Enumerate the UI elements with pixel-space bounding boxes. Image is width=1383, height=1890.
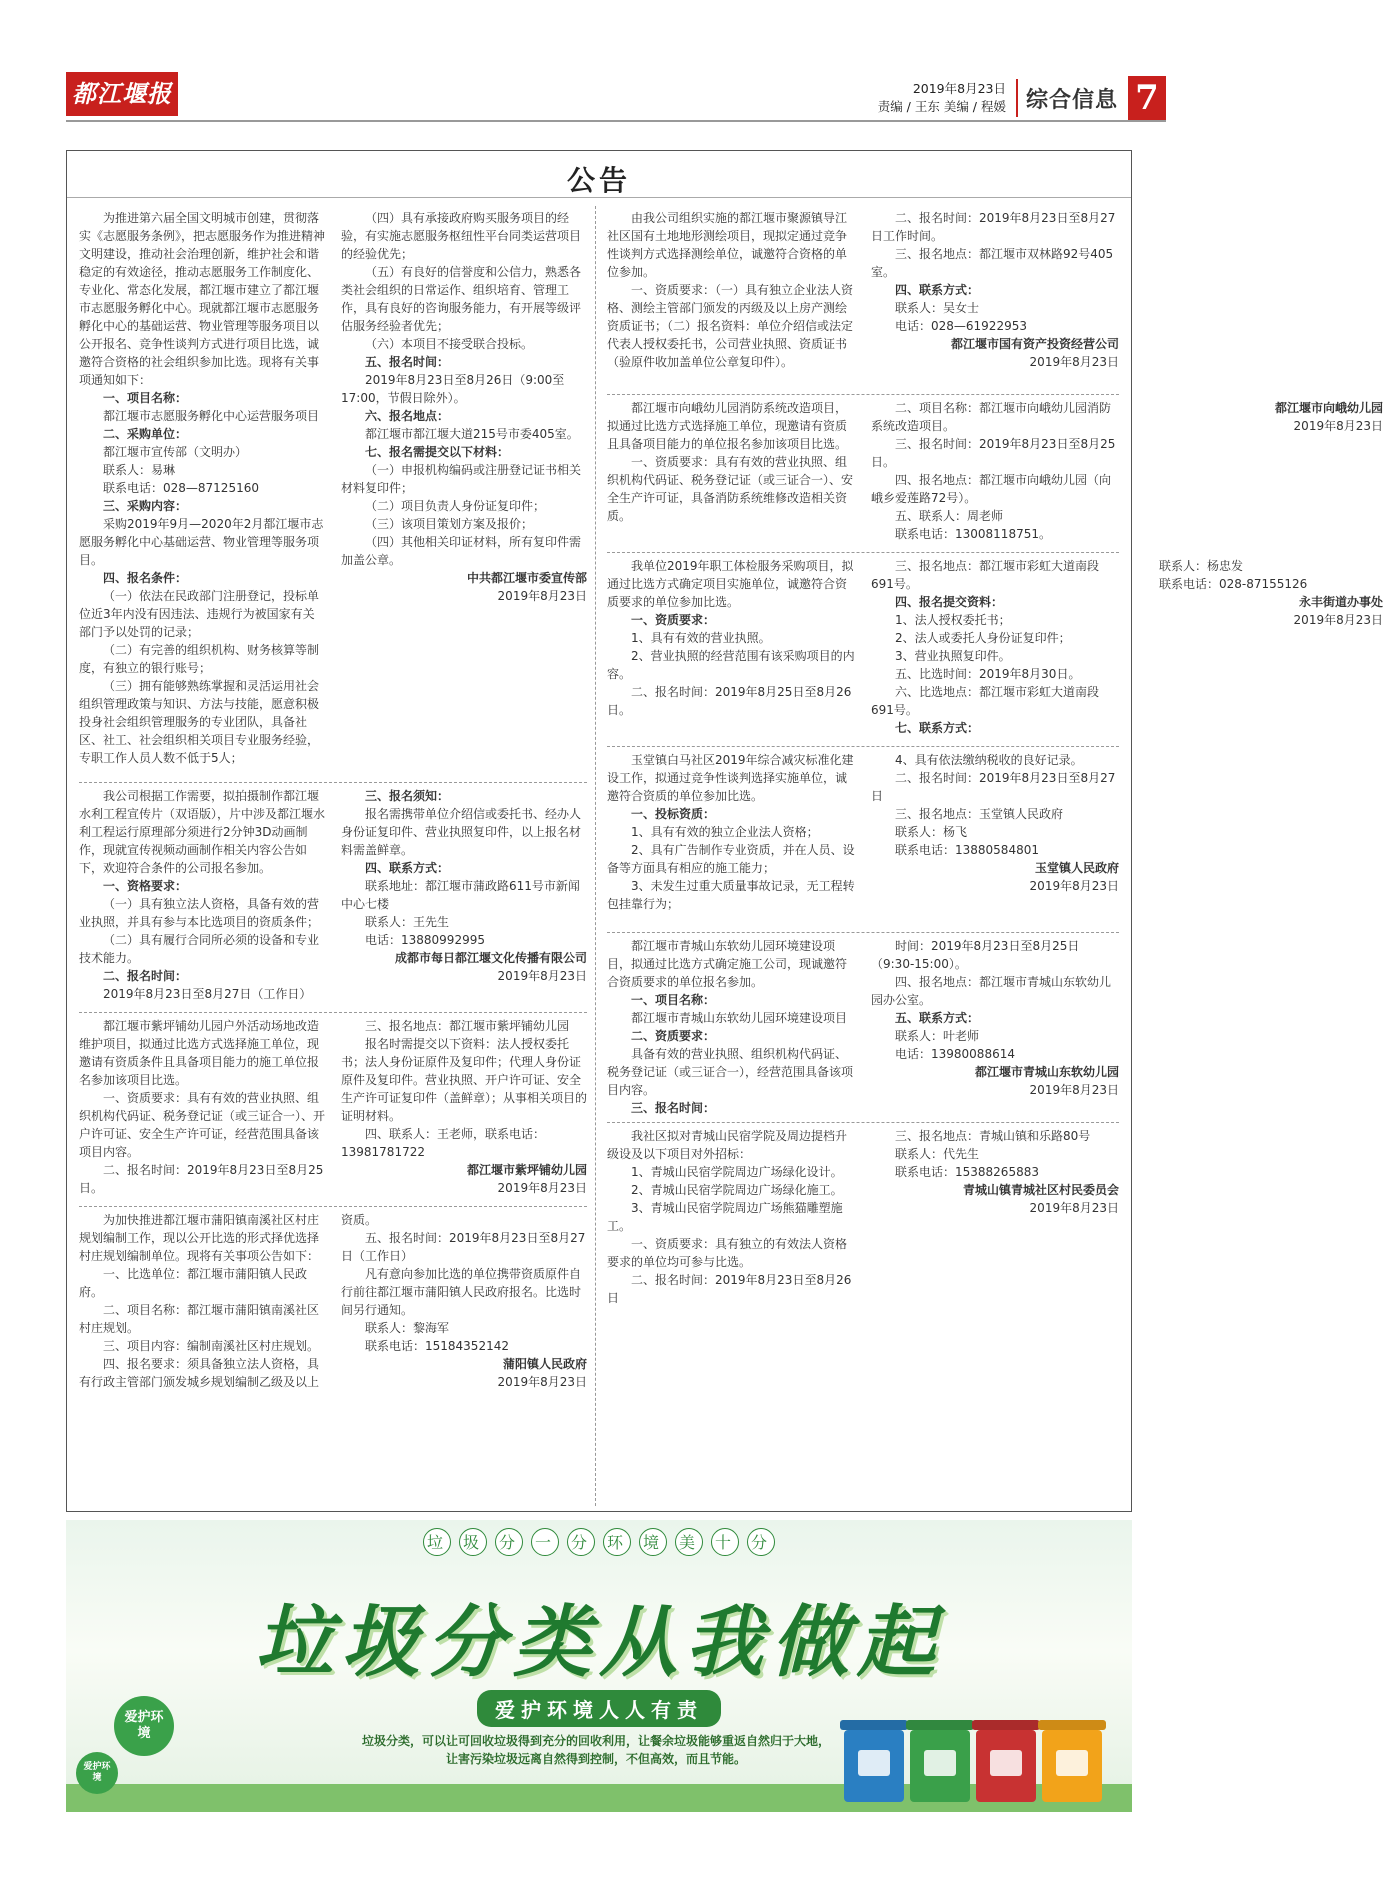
notice-paragraph: 都江堰市志愿服务孵化中心运营服务项目 <box>103 409 320 423</box>
notice-asset-company <box>607 209 1119 389</box>
notice-signature: 都江堰市国有资产投资经营公司 <box>950 337 1119 351</box>
notice-paragraph: 三、报名时间： <box>631 1101 716 1115</box>
notice-paragraph: 三、报名地点：玉堂镇人民政府 <box>895 807 1064 821</box>
notice-paragraph: 一、项目名称： <box>631 993 716 1007</box>
banner-subtitle-char: 垃 <box>423 1528 451 1556</box>
heading-rule <box>67 197 1131 198</box>
notice-yongfeng-street <box>607 557 1383 741</box>
page-number: 7 <box>1128 76 1166 120</box>
banner-subtitle <box>66 1528 1132 1556</box>
notice-paragraph: 都江堰市向峨幼儿园消防系统改造项目，拟通过比选方式选择施工单位，现邀请有资质且具备项目能力的单位报名参加该项目比选。 <box>607 401 848 451</box>
notice-signature: 玉堂镇人民政府 <box>1034 861 1119 875</box>
notice-paragraph: 一、资格要求： <box>103 879 188 893</box>
column-divider <box>595 206 596 1506</box>
notice-paragraph: 都江堰市宣传部（文明办） <box>103 445 248 459</box>
notice-paragraph: 联系地址：都江堰市蒲政路611号市新闻中心七楼 <box>341 879 580 911</box>
notice-date: 2019年8月23日 <box>1293 613 1383 627</box>
banner-subtitle-char: 环 <box>603 1528 631 1556</box>
notice-paragraph: 联系电话：15184352142 <box>365 1339 509 1353</box>
notice-signature: 都江堰市向峨幼儿园 <box>1274 401 1383 415</box>
notice-paragraph: 3、营业执照复印件。 <box>895 649 1011 663</box>
notice-paragraph: 四、联系方式： <box>895 283 980 297</box>
notice-date: 2019年8月23日 <box>497 1375 587 1389</box>
notice-paragraph: 联系人：易琳 <box>103 463 176 477</box>
notice-paragraph: 一、资质要求：具有独立的有效法人资格要求的单位均可参与比选。 <box>607 1237 848 1269</box>
trash-bin-icon <box>976 1730 1036 1802</box>
notice-puyang-town <box>79 1211 587 1395</box>
notice-paragraph: （二）具有履行合同所必须的设备和专业技术能力。 <box>79 933 320 965</box>
notice-paragraph: 二、项目名称：都江堰市蒲阳镇南溪社区村庄规划。 <box>79 1303 320 1335</box>
notice-paragraph: 联系人：王先生 <box>365 915 450 929</box>
notice-signature: 蒲阳镇人民政府 <box>502 1357 587 1371</box>
notice-date: 2019年8月23日 <box>497 969 587 983</box>
notice-paragraph: 4、具有依法缴纳税收的良好记录。 <box>895 753 1083 767</box>
notice-paragraph: 玉堂镇白马社区2019年综合减灾标准化建设工作，拟通过竞争性谈判选择实施单位，诚邀符合资质的单位参加比选。 <box>607 753 854 803</box>
banner-slogan: 爱护环境人人有责 <box>477 1690 721 1727</box>
notice-date: 2019年8月23日 <box>497 589 587 603</box>
notice-date: 2019年8月23日 <box>1029 355 1119 369</box>
notice-qingcheng-kindergarten <box>607 937 1119 1117</box>
notice-paragraph: （一）依法在民政部门注册登记，投标单位近3年内没有因违法、违规行为被国家有关部门予以处罚的记录； <box>79 589 320 639</box>
notice-paragraph: 3、未发生过重大质量事故记录，无工程转包挂靠行为； <box>607 879 855 911</box>
notice-paragraph: 二、报名时间：2019年8月23日至8月27日 <box>871 771 1116 803</box>
notice-paragraph: 联系人：叶老师 <box>895 1029 980 1043</box>
garbage-sorting-banner <box>66 1520 1132 1812</box>
notice-paragraph: 一、比选单位：都江堰市蒲阳镇人民政府。 <box>79 1267 308 1299</box>
notice-paragraph: 五、报名时间：2019年8月23日至8月27日（工作日） <box>341 1231 586 1263</box>
header-divider <box>1016 79 1018 117</box>
notice-paragraph: 电话：028—61922953 <box>895 319 1027 333</box>
notice-paragraph: 七、联系方式： <box>895 721 980 735</box>
banner-text-line: 让害污染垃圾远离自然得到控制，不但高效，而且节能。 <box>445 1752 746 1766</box>
notice-paragraph: （四）具有承接政府购买服务项目的经验，有实施志愿服务枢纽性平台同类运营项目的经验优先； <box>341 211 582 261</box>
notice-separator <box>79 782 587 783</box>
notice-paragraph: 三、报名时间：2019年8月23日至8月25日。 <box>871 437 1116 469</box>
notice-paragraph: 我公司根据工作需要，拟拍摄制作都江堰水利工程宣传片（双语版），片中涉及都江堰水利工程运行原理部分须进行2分钟3D动画制作，现就宣传视频动画制作相关内容公告如下，欢迎符合条件的公司报名参加。 <box>79 789 326 875</box>
header-meta <box>878 80 1006 116</box>
notice-paragraph: 为加快推进都江堰市蒲阳镇南溪社区村庄规划编制工作，现以公开比选的形式择优选择村庄规划编制单位。现将有关事项公告如下： <box>79 1213 320 1263</box>
trash-bin-icon <box>910 1730 970 1802</box>
notice-paragraph: 五、联系人：周老师 <box>895 509 1004 523</box>
banner-subtitle-char: 美 <box>675 1528 703 1556</box>
notice-signature: 成都市每日都江堰文化传播有限公司 <box>394 951 587 965</box>
notice-paragraph: 联系电话：15388265883 <box>895 1165 1039 1179</box>
notice-paragraph: 2、青城山民宿学院周边广场绿化施工。 <box>631 1183 843 1197</box>
notice-paragraph: 三、报名地点：青城山镇和乐路80号 <box>895 1129 1091 1143</box>
trash-bin-icon <box>844 1730 904 1802</box>
notice-paragraph: 二、报名时间：2019年8月25日至8月26日。 <box>607 685 852 717</box>
notice-paragraph: 由我公司组织实施的都江堰市聚源镇导江社区国有土地地形测绘项目，现拟定通过竞争性谈判方式选择测绘单位，诚邀符合资格的单位参加。 <box>607 211 848 279</box>
notice-separator <box>607 746 1119 747</box>
notice-separator <box>79 1012 587 1013</box>
trash-bin-icon <box>1042 1730 1102 1802</box>
notice-paragraph: 四、报名地点：都江堰市青城山东软幼儿园办公室。 <box>871 975 1112 1007</box>
notice-paragraph: 三、报名地点：都江堰市彩虹大道南段691号。 <box>871 559 1100 591</box>
notice-heading: 公告 <box>566 164 631 197</box>
notice-paragraph: 四、报名要求：须具备独立法人资格，具有行政主管部门颁发城乡规划编制乙级及以上资质。 <box>79 1213 378 1389</box>
notice-paragraph: 2019年8月23日至8月26日（9:00至17:00，节假日除外）。 <box>341 373 565 405</box>
notice-paragraph: 三、项目内容：编制南溪社区村庄规划。 <box>103 1339 320 1353</box>
protect-environment-badge-small: 爱护环境 <box>76 1752 118 1794</box>
notice-paragraph: 四、报名提交资料： <box>895 595 1004 609</box>
notice-paragraph: 一、投标资质： <box>631 807 716 821</box>
notice-paragraph: 为推进第六届全国文明城市创建，贯彻落实《志愿服务条例》，把志愿服务作为推进精神文明建设，推动社会治理创新，维护社会和谐稳定的有效途径，推动志愿服务工作制度化、专业化、常态化发展，都江堰市建立了都江堰市志愿服务孵化中心。现就都江堰市志愿服务孵化中心的基础运营、物业管理等服务项目以公开报名、竞争性谈判方式进行项目比选，诚邀符合资格的社会组织参加比选。现将有关事项通知如下： <box>79 211 326 387</box>
notice-paragraph: 四、报名条件： <box>103 571 188 585</box>
notice-paragraph: 联系电话：028-87155126 <box>1159 577 1308 591</box>
notice-paragraph: 联系人：吴女士 <box>895 301 980 315</box>
notice-qingcheng-community <box>607 1127 1119 1307</box>
notice-paragraph: 都江堰市青城山东软幼儿园环境建设项目 <box>631 1011 848 1025</box>
banner-subtitle-char: 圾 <box>459 1528 487 1556</box>
notice-paragraph: 二、项目名称：都江堰市向峨幼儿园消防系统改造项目。 <box>871 401 1112 433</box>
notice-paragraph: 二、采购单位： <box>103 427 188 441</box>
banner-subtitle-char: 一 <box>531 1528 559 1556</box>
notice-paragraph: （三）拥有能够熟练掌握和灵活运用社会组织管理政策与知识、方法与技能，愿意积极投身社会组织管理服务的专业团队，具备社区、社工、社会组织相关项目专业服务经验，专职工作人员人数不低于5人； <box>79 679 320 765</box>
notice-paragraph: 具备有效的营业执照、组织机构代码证、税务登记证（或三证合一），经营范围具备该项目内容。 <box>607 1047 854 1097</box>
notice-paragraph: 三、报名须知： <box>365 789 450 803</box>
notice-paragraph: （三）该项目策划方案及报价； <box>365 517 534 531</box>
notice-paragraph: 一、资质要求： <box>631 613 716 627</box>
issue-date: 2019年8月23日 <box>912 81 1006 96</box>
notice-xiange-kindergarten <box>607 399 1383 547</box>
notice-paragraph: 二、报名时间：2019年8月23日至8月25日。 <box>79 1163 324 1195</box>
notice-paragraph: 二、报名时间：2019年8月23日至8月27日工作时间。 <box>871 211 1116 243</box>
notice-paragraph: 联系电话：13880584801 <box>895 843 1039 857</box>
notice-paragraph: 2、营业执照的经营范围有该采购项目的内容。 <box>607 649 855 681</box>
notice-paragraph: 我社区拟对青城山民宿学院及周边提档升级设及以下项目对外招标： <box>607 1129 848 1161</box>
notice-paragraph: （四）其他相关印证材料，所有复印件需加盖公章。 <box>341 535 582 567</box>
protect-environment-badge: 爱护环境 <box>114 1696 174 1756</box>
notice-paragraph: （五）有良好的信誉度和公信力，熟悉各类社会组织的日常运作、组织培育、管理工作，具有良好的咨询服务能力，有开展等级评估服务经验者优先； <box>341 265 582 333</box>
notice-paragraph: 都江堰市都江堰大道215号市委405室。 <box>365 427 579 441</box>
notice-paragraph: （二）项目负责人身份证复印件； <box>365 499 546 513</box>
notice-paragraph: 五、联系方式： <box>895 1011 980 1025</box>
notice-paragraph: 2019年8月23日至8月27日（工作日） <box>103 987 312 1001</box>
banner-subtitle-char: 分 <box>567 1528 595 1556</box>
banner-subtitle-char: 分 <box>747 1528 775 1556</box>
notice-propaganda <box>79 209 587 777</box>
notice-paragraph: 一、项目名称： <box>103 391 188 405</box>
notice-date: 2019年8月23日 <box>497 1181 587 1195</box>
notice-paragraph: 我单位2019年职工体检服务采购项目，拟通过比选方式确定项目实施单位，诚邀符合资质要求的单位参加比选。 <box>607 559 854 609</box>
notice-paragraph: 时间：2019年8月23日至8月25日（9:30-15:00）。 <box>871 939 1080 971</box>
banner-subtitle-char: 境 <box>639 1528 667 1556</box>
notice-signature: 都江堰市青城山东软幼儿园 <box>974 1065 1119 1079</box>
notice-date: 2019年8月23日 <box>1029 1083 1119 1097</box>
notice-paragraph: 都江堰市青城山东软幼儿园环境建设项目，拟通过比选方式确定施工公司，现诚邀符合资质要求的单位报名参加。 <box>607 939 848 989</box>
notice-separator <box>607 1122 1119 1123</box>
notice-paragraph: 联系电话：028—87125160 <box>103 481 259 495</box>
notice-separator <box>79 1206 587 1207</box>
notice-signature: 青城山镇青城社区村民委员会 <box>962 1183 1119 1197</box>
notice-paragraph: 联系人：杨忠发 <box>1159 559 1244 573</box>
notice-paragraph: 都江堰市紫坪铺幼儿园户外活动场地改造维护项目，拟通过比选方式选择施工单位，现邀请有资质条件且具备项目能力的施工单位报名参加该项目比选。 <box>79 1019 320 1087</box>
section-title: 综合信息 <box>1025 87 1118 113</box>
notice-separator <box>607 394 1119 395</box>
notice-paragraph: （二）有完善的组织机构、财务核算等制度，有独立的银行账号； <box>79 643 320 675</box>
page-header <box>878 78 1166 118</box>
notice-paragraph: 一、资质要求：具有有效的营业执照、组织机构代码证、税务登记证（或三证合一）、开户许可证、安全生产许可证，经营范围具备该项目内容。 <box>79 1091 326 1159</box>
notice-paragraph: 电话：13880992995 <box>365 933 485 947</box>
notice-paragraph: 2、具有广告制作专业资质，并在人员、设备等方面具有相应的施工能力； <box>607 843 855 875</box>
notice-paragraph: 1、具有有效的独立企业法人资格； <box>631 825 819 839</box>
notice-paragraph: 三、报名地点：都江堰市紫坪铺幼儿园 <box>365 1019 570 1033</box>
notice-paragraph: 采购2019年9月—2020年2月都江堰市志愿服务孵化中心基础运营、物业管理等服务项目。 <box>79 517 324 567</box>
notice-paragraph: 1、青城山民宿学院周边广场绿化设计。 <box>631 1165 843 1179</box>
notice-date: 2019年8月23日 <box>1293 419 1383 433</box>
notice-paragraph: 四、报名地点：都江堰市向峨幼儿园（向峨乡爱莲路72号）。 <box>871 473 1112 505</box>
notice-date: 2019年8月23日 <box>1029 1201 1119 1215</box>
notice-paragraph: 2、法人或委托人身份证复印件； <box>895 631 1071 645</box>
notice-date: 2019年8月23日 <box>1029 879 1119 893</box>
notice-paragraph: （一）申报机构编码或注册登记证书相关材料复印件； <box>341 463 582 495</box>
notice-paragraph: 一、资质要求：具有有效的营业执照、组织机构代码证、税务登记证（或三证合一）、安全生产许可证，具备消防系统维修改造相关资质。 <box>607 455 854 523</box>
notice-paragraph: 报名需携带单位介绍信或委托书、经办人身份证复印件、营业执照复印件，以上报名材料需盖鲜章。 <box>341 807 582 857</box>
notice-paragraph: 3、青城山民宿学院周边广场熊猫雕塑施工。 <box>607 1201 843 1233</box>
notice-signature: 永丰街道办事处 <box>1298 595 1383 609</box>
notice-signature: 都江堰市紫坪铺幼儿园 <box>466 1163 587 1177</box>
notice-paragraph: 1、具有有效的营业执照。 <box>631 631 771 645</box>
header-rule <box>66 120 1166 122</box>
notice-paragraph: 二、资质要求： <box>631 1029 716 1043</box>
notice-paragraph: 联系人：代先生 <box>895 1147 980 1161</box>
notice-paragraph: 二、报名时间：2019年8月23日至8月26日 <box>607 1273 852 1305</box>
notice-paragraph: 三、采购内容： <box>103 499 188 513</box>
notice-zipingpu-kindergarten <box>79 1017 587 1201</box>
notice-paragraph: 一、资质要求：（一）具有独立企业法人资格、测绘主管部门颁发的丙级及以上房产测绘资质证书；（二）报名资料：单位介绍信或法定代表人授权委托书，公司营业执照、资质证书（验原件收加盖单位公章复印件）。 <box>607 283 854 369</box>
notice-paragraph: 三、报名地点：都江堰市双林路92号405室。 <box>871 247 1114 279</box>
banner-text <box>296 1732 896 1768</box>
banner-title: 垃圾分类从我做起 <box>254 1598 943 1688</box>
notice-paragraph: 联系人：黎海军 <box>365 1321 450 1335</box>
banner-text-line: 垃圾分类，可以让可回收垃圾得到充分的回收利用，让餐余垃圾能够重返自然归于大地， <box>361 1734 830 1748</box>
notice-paragraph: 四、联系人：王老师，联系电话：13981781722 <box>341 1127 546 1159</box>
editors-credit: 责编 / 王东 美编 / 程媛 <box>877 99 1006 114</box>
notice-paragraph: 六、报名地点： <box>365 409 450 423</box>
notice-paragraph: （一）具有独立法人资格，具备有效的营业执照，并具有参与本比选项目的资质条件； <box>79 897 320 929</box>
notice-paragraph: （六）本项目不接受联合投标。 <box>365 337 534 351</box>
banner-subtitle-char: 十 <box>711 1528 739 1556</box>
notice-paragraph: 报名时需提交以下资料：法人授权委托书；法人身份证原件及复印件；代理人身份证原件及复印件。营业执照、开户许可证、安全生产许可证复印件（盖鲜章）；从事相关项目的证明材料。 <box>341 1037 588 1123</box>
notice-paragraph: 五、报名时间： <box>365 355 450 369</box>
notice-yutang-town <box>607 751 1119 927</box>
notice-frame <box>66 150 1383 1512</box>
banner-subtitle-char: 分 <box>495 1528 523 1556</box>
notice-paragraph: 联系人：杨飞 <box>895 825 968 839</box>
notice-media-company <box>79 787 587 1007</box>
notice-paragraph: 二、报名时间： <box>103 969 188 983</box>
notice-signature: 中共都江堰市委宣传部 <box>466 571 587 585</box>
notice-separator <box>607 932 1119 933</box>
notice-separator <box>607 552 1119 553</box>
trash-bins <box>844 1730 1102 1802</box>
notice-paragraph: 六、比选地点：都江堰市彩虹大道南段691号。 <box>871 685 1100 717</box>
notice-paragraph: 四、联系方式： <box>365 861 450 875</box>
masthead-logo: 都江堰报 <box>66 72 178 116</box>
notice-paragraph: 七、报名需提交以下材料： <box>365 445 510 459</box>
notice-paragraph: 五、比选时间：2019年8月30日。 <box>895 667 1081 681</box>
notice-paragraph: 电话：13980088614 <box>895 1047 1015 1061</box>
notice-paragraph: 联系电话：13008118751。 <box>895 527 1051 541</box>
notice-paragraph: 1、法人授权委托书； <box>895 613 1011 627</box>
notice-paragraph: 凡有意向参加比选的单位携带资质原件自行前往都江堰市蒲阳镇人民政府报名。比选时间另行通知。 <box>341 1267 582 1317</box>
